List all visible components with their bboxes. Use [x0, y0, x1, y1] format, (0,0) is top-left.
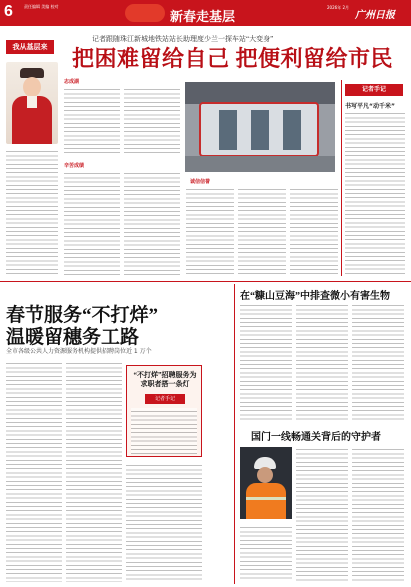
- body-text-col: [352, 302, 404, 420]
- body-text-col: [296, 302, 348, 420]
- section-title: 新春走基层: [170, 9, 236, 24]
- body-text-col: [64, 170, 120, 276]
- body-text-col: [296, 446, 348, 582]
- lead-kicker: 记者跟随珠江新城地铁站站长助理度少兰一探车站“大变身”: [92, 35, 274, 43]
- body-text-col: [124, 86, 180, 156]
- column-divider: [341, 80, 342, 276]
- story-three-headline: 在“糠山豆海”中排查微小有害生物: [240, 291, 390, 302]
- body-text-col: [6, 360, 62, 582]
- reporter-notes-tag: 记者手记: [345, 84, 403, 96]
- insert-title: “不打烊”招聘服务为求职者搭一条灯: [133, 371, 197, 388]
- column-badge: 我从基层来: [6, 40, 54, 54]
- issue-date: 2026年 2月: [327, 5, 349, 10]
- body-text-col: [124, 170, 180, 276]
- insert-tag: 记者手记: [145, 394, 185, 404]
- body-text-col: [290, 186, 338, 276]
- story-two-headline-1: 春节服务“不打烊”: [6, 305, 159, 326]
- reporter-notes-title: 书写平凡“动千米”: [345, 103, 395, 110]
- story-two-insert: [126, 365, 202, 457]
- metro-platform-photo: [185, 82, 335, 172]
- story-two-headline-2: 温暖留穗务工路: [6, 327, 140, 348]
- subhead-3: 诚信信誉: [190, 179, 211, 185]
- body-text-col: [345, 110, 405, 276]
- body-text-col: [6, 148, 58, 276]
- body-text-col: [66, 360, 122, 582]
- body-text-col: [186, 186, 234, 276]
- body-text-col: [352, 446, 404, 582]
- subhead-1: 志成湖: [64, 79, 80, 85]
- column-divider: [234, 284, 235, 584]
- body-text-col: [240, 302, 292, 420]
- portrait-collar: [27, 96, 37, 108]
- page-header: [0, 0, 411, 26]
- story-two-deck: 全市各级公共人力资源服务机构提供招聘岗位近 1 万个: [6, 348, 152, 355]
- page-number: 6: [4, 3, 13, 20]
- body-text-col: [64, 86, 120, 156]
- editor-credits: 责任编辑 美编 校对: [24, 4, 59, 9]
- section-divider: [0, 281, 411, 282]
- customs-worker-photo: [240, 447, 292, 519]
- body-text-col: [240, 524, 292, 582]
- portrait-face: [23, 77, 41, 97]
- body-text-col: [126, 462, 202, 582]
- story-four-headline: 国门一线畅通关背后的守护者: [251, 432, 381, 443]
- subhead-2: 辛苦成绩: [64, 163, 85, 169]
- body-text-col: [131, 408, 197, 454]
- newspaper-masthead: 广州日报: [355, 10, 395, 21]
- station-assistant-portrait: [6, 62, 58, 144]
- lead-headline: 把困难留给自己 把便利留给市民: [72, 46, 394, 71]
- festive-decoration: [125, 4, 165, 22]
- body-text-col: [238, 186, 286, 276]
